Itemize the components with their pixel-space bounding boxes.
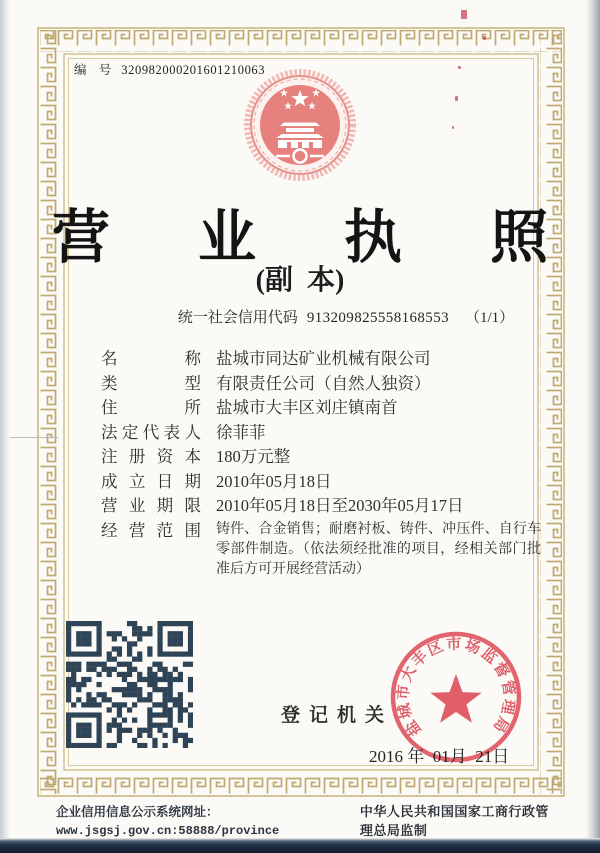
field-label: 法定代表人 [101, 422, 201, 442]
credit-code-row [0, 306, 600, 327]
field-label: 注册资本 [101, 447, 201, 466]
field-label: 名称 [101, 349, 201, 368]
footer [56, 801, 562, 839]
field-label: 住所 [101, 398, 201, 417]
field-value: 盐城市大丰区刘庄镇南首 [216, 398, 398, 417]
national-emblem-icon [240, 68, 360, 182]
scan-edge-bottom [0, 838, 600, 853]
field-label: 经营范围 [101, 520, 201, 540]
seal-text: 盐城市大丰区市场监督管理局 [395, 636, 517, 739]
ink-speck [458, 66, 461, 69]
field-value: 2010年05月18日至2030年05月17日 [216, 496, 464, 515]
license-title: 营 业 执 照 [51, 205, 585, 270]
page-indicator: （1/1） [465, 310, 515, 326]
registration-date: 2016 年 01月 21日 [369, 747, 510, 766]
field-row-name [101, 348, 541, 369]
field-value: 2010年05月18日 [216, 471, 332, 491]
scan-edge-left [0, 0, 10, 853]
license-fields [101, 348, 541, 583]
serial-number: 320982000201601210063 [121, 63, 266, 77]
credit-code-value: 913209825558168553 [306, 310, 450, 326]
qr-code [66, 621, 193, 748]
footer-left [56, 802, 360, 839]
field-row-business-scope [101, 520, 541, 580]
serial-number-row [74, 60, 265, 78]
ink-speck [452, 126, 454, 129]
field-row-term [101, 495, 541, 516]
field-value: 铸件、合金销售；耐磨衬板、铸件、冲压件、自行车零部件制造。（依法须经批准的项目，经相关部门批准后方可开展经营活动） [216, 521, 541, 577]
serial-label: 编 号 [74, 63, 114, 77]
field-label: 营业期限 [101, 496, 201, 515]
field-value: 盐城市同达矿业机械有限公司 [216, 349, 431, 368]
ink-speck [483, 36, 486, 40]
field-label: 类型 [101, 373, 201, 393]
ink-speck [461, 10, 467, 19]
footer-issuer: 中华人民共和国国家工商行政管理总局监制 [359, 804, 549, 838]
field-row-type [101, 373, 541, 394]
site-label: 企业信用信息公示系统网址： [56, 805, 219, 819]
license-subtitle: (副 本) [255, 265, 345, 296]
field-value: 180万元整 [216, 447, 291, 466]
field-value: 有限责任公司（自然人独资） [216, 373, 431, 393]
field-row-address [101, 397, 541, 418]
credit-code-label: 统一社会信用代码 [177, 310, 298, 326]
field-label: 成立日期 [101, 471, 201, 491]
field-value: 徐菲菲 [216, 422, 266, 442]
field-row-legal-rep [101, 422, 541, 443]
registration-authority-label: 登记机关 [281, 705, 394, 726]
scan-edge-right [586, 0, 600, 853]
field-row-founded [101, 471, 541, 492]
site-url: www.jsgsj.gov.cn:58888/province [56, 824, 280, 838]
ink-speck [455, 96, 458, 101]
field-row-capital [101, 446, 541, 467]
